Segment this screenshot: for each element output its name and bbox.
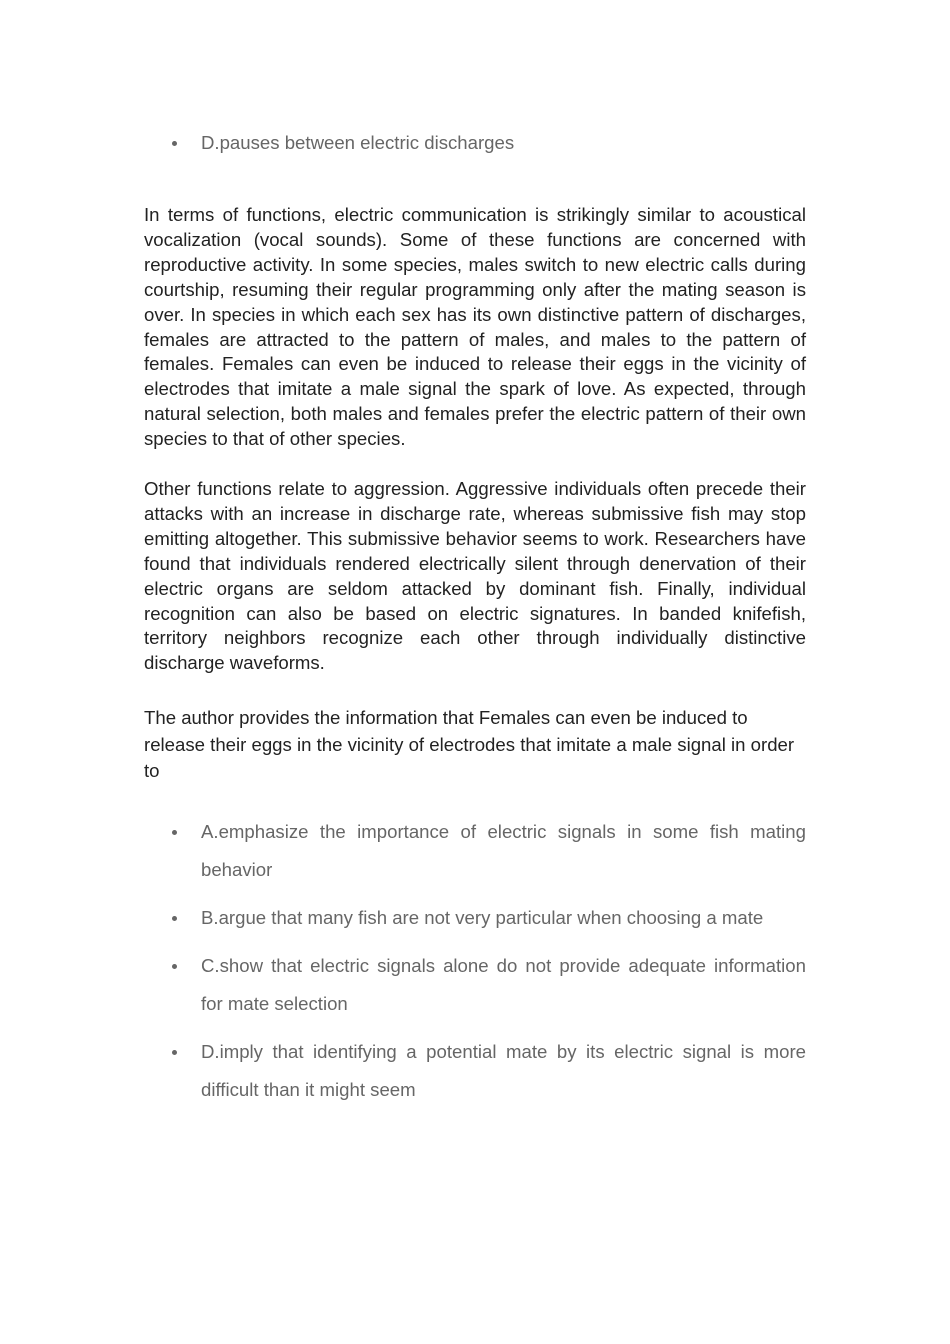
bullet-icon [172, 964, 177, 969]
bullet-icon [172, 1050, 177, 1055]
option-d-previous [144, 124, 806, 162]
passage-paragraph-2: Other functions relate to aggression. Aggressive individuals often precede their attacks with an increase in discharge rate, whereas submissive fish may stop emitting altogether. This submissive behavior seems to work. Researchers have found that individuals rendered electrically silent through denervation of their electric organs are seldom attacked by dominant fish. Finally, individual recognition can also be based on electric signatures. In banded knifefish, territory neighbors recognize each other through individually distinctive discharge waveforms. [144, 478, 806, 674]
option-b [144, 899, 806, 937]
question-text: The author provides the information that Females can even be induced to release their eggs in the vicinity of electrodes that imitate a male signal in order to [144, 707, 795, 781]
bullet-icon [172, 830, 177, 835]
option-label: D.imply that identifying a potential mate by its electric signal is more difficult than it might seem [201, 1041, 806, 1100]
option-c [144, 947, 806, 1023]
passage-paragraph-1: In terms of functions, electric communication is strikingly similar to acoustical vocalization (vocal sounds). Some of these functions are concerned with reproductive activity. In some species, males switch to new electric calls during courtship, resuming their regular programming only after the mating season is over. In species in which each sex has its own distinctive pattern of discharges, females are attracted to the pattern of males, and males to the pattern of females. Females can even be induced to release their eggs in the vicinity of electrodes that imitate a male signal the spark of love. As expected, through natural selection, both males and females prefer the electric pattern of their own species to that of other species. [144, 204, 806, 450]
bullet-icon [172, 916, 177, 921]
option-label: B.argue that many fish are not very particular when choosing a mate [201, 907, 764, 928]
option-d [144, 1033, 806, 1109]
option-label: D.pauses between electric discharges [201, 132, 515, 153]
option-label: C.show that electric signals alone do not provide adequate information for mate selection [201, 955, 806, 1014]
option-label: A.emphasize the importance of electric signals in some fish mating behavior [201, 821, 806, 880]
answer-options [144, 813, 806, 1119]
bullet-icon [172, 141, 177, 146]
option-a [144, 813, 806, 889]
previous-question-options [144, 124, 806, 162]
